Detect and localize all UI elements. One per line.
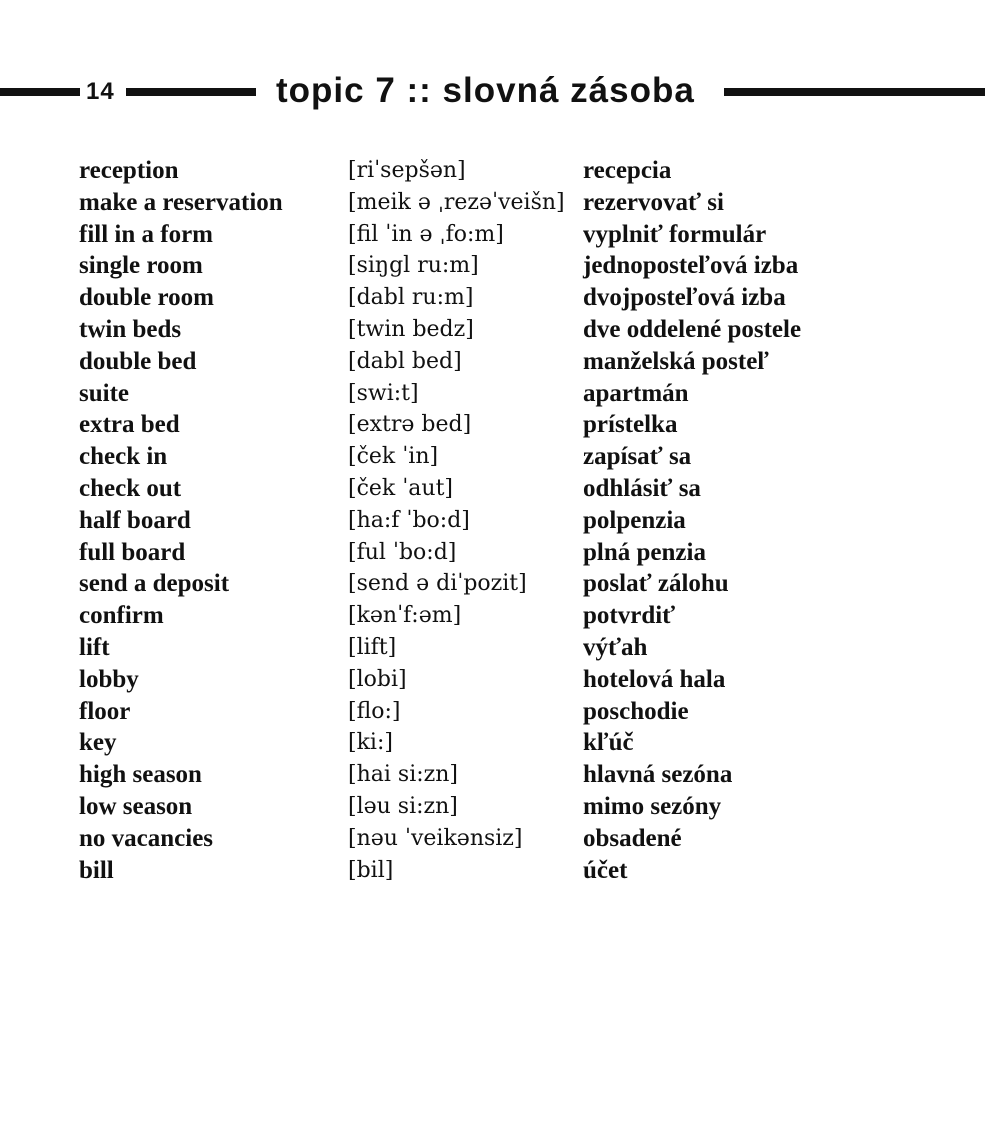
english-term: floor [79,697,131,725]
vocabulary-row [79,855,959,887]
vocabulary-row [79,600,959,632]
slovak-translation: účet [583,856,628,884]
slovak-translation: plná penzia [583,538,706,566]
vocabulary-table [79,155,959,886]
pronunciation: [siŋgl ru:m] [348,253,479,279]
vocabulary-row [79,791,959,823]
vocabulary-row [79,441,959,473]
vocabulary-row [79,314,959,346]
page-number: 14 [86,78,115,105]
vocabulary-row [79,759,959,791]
slovak-translation: výťah [583,633,648,661]
english-term: fill in a form [79,220,214,248]
english-term: confirm [79,602,164,630]
vocabulary-row [79,537,959,569]
pronunciation: [ful ˈbo:d] [348,539,457,565]
slovak-translation: odhlásiť sa [583,474,701,502]
vocabulary-row [79,187,959,219]
pronunciation: [send ə diˈpozit] [348,571,527,597]
header-rule-left [0,88,80,96]
pronunciation: [meik ə ˌrezəˈveišn] [348,189,565,215]
english-term: low season [79,792,193,820]
pronunciation: [extrə bed] [348,412,472,438]
pronunciation: [ček ˈaut] [348,475,454,501]
english-term: twin beds [79,315,182,343]
slovak-translation: prístelka [583,411,678,439]
vocabulary-row [79,632,959,664]
pronunciation: [lobi] [348,666,407,692]
english-term: full board [79,538,186,566]
vocabulary-row [79,568,959,600]
slovak-translation: manželská posteľ [583,347,770,375]
vocabulary-row [79,346,959,378]
vocabulary-row [79,282,959,314]
vocabulary-row [79,696,959,728]
header-rule-middle [126,88,256,96]
english-term: make a reservation [79,188,283,216]
pronunciation: [lift] [348,634,397,660]
english-term: extra bed [79,411,180,439]
vocabulary-row [79,378,959,410]
slovak-translation: dve oddelené postele [583,315,802,343]
pronunciation: [nəu ˈveikənsiz] [348,825,523,851]
english-term: suite [79,379,129,407]
english-term: check out [79,474,182,502]
slovak-translation: kľúč [583,729,634,757]
slovak-translation: potvrdiť [583,602,676,630]
english-term: half board [79,506,191,534]
pronunciation: [ləu si:zn] [348,793,458,819]
pronunciation: [fil ˈin ə ˌfo:m] [348,221,504,247]
header-rule-right [724,88,985,96]
slovak-translation: dvojposteľová izba [583,284,786,312]
page-header [0,68,985,116]
slovak-translation: mimo sezóny [583,792,722,820]
vocabulary-row [79,409,959,441]
pronunciation: [ha:f ˈbo:d] [348,507,470,533]
slovak-translation: rezervovať si [583,188,724,216]
english-term: lobby [79,665,139,693]
english-term: check in [79,443,168,471]
pronunciation: [twin bedz] [348,316,474,342]
vocabulary-row [79,250,959,282]
slovak-translation: zapísať sa [583,443,692,471]
english-term: send a deposit [79,570,230,598]
english-term: reception [79,157,179,184]
slovak-translation: hotelová hala [583,665,726,693]
slovak-translation: poschodie [583,697,689,725]
pronunciation: [dabl ru:m] [348,285,474,311]
slovak-translation: hlavná sezóna [583,761,733,789]
slovak-translation: obsadené [583,824,682,852]
vocabulary-row [79,727,959,759]
pronunciation: [ček ˈin] [348,444,439,470]
english-term: no vacancies [79,824,214,852]
english-term: double room [79,284,214,312]
vocabulary-row [79,473,959,505]
pronunciation: [kənˈf:əm] [348,603,462,629]
pronunciation: [ki:] [348,730,393,756]
vocabulary-row [79,219,959,251]
english-term: high season [79,761,202,789]
vocabulary-row [79,823,959,855]
slovak-translation: recepcia [583,157,672,184]
pronunciation: [riˈsepšən] [348,158,466,183]
pronunciation: [flo:] [348,698,401,724]
english-term: key [79,729,117,757]
english-term: bill [79,856,114,884]
slovak-translation: jednoposteľová izba [583,252,799,280]
page-title: topic 7 :: slovná zásoba [276,71,695,110]
english-term: lift [79,633,110,661]
pronunciation: [bil] [348,857,394,883]
vocabulary-row [79,505,959,537]
vocabulary-row [79,155,959,187]
slovak-translation: apartmán [583,379,689,407]
pronunciation: [swi:t] [348,380,419,406]
slovak-translation: poslať zálohu [583,570,729,598]
slovak-translation: vyplniť formulár [583,220,767,248]
slovak-translation: polpenzia [583,506,686,534]
pronunciation: [hai si:zn] [348,762,458,788]
english-term: single room [79,252,203,280]
english-term: double bed [79,347,197,375]
pronunciation: [dabl bed] [348,348,462,374]
vocabulary-row [79,664,959,696]
